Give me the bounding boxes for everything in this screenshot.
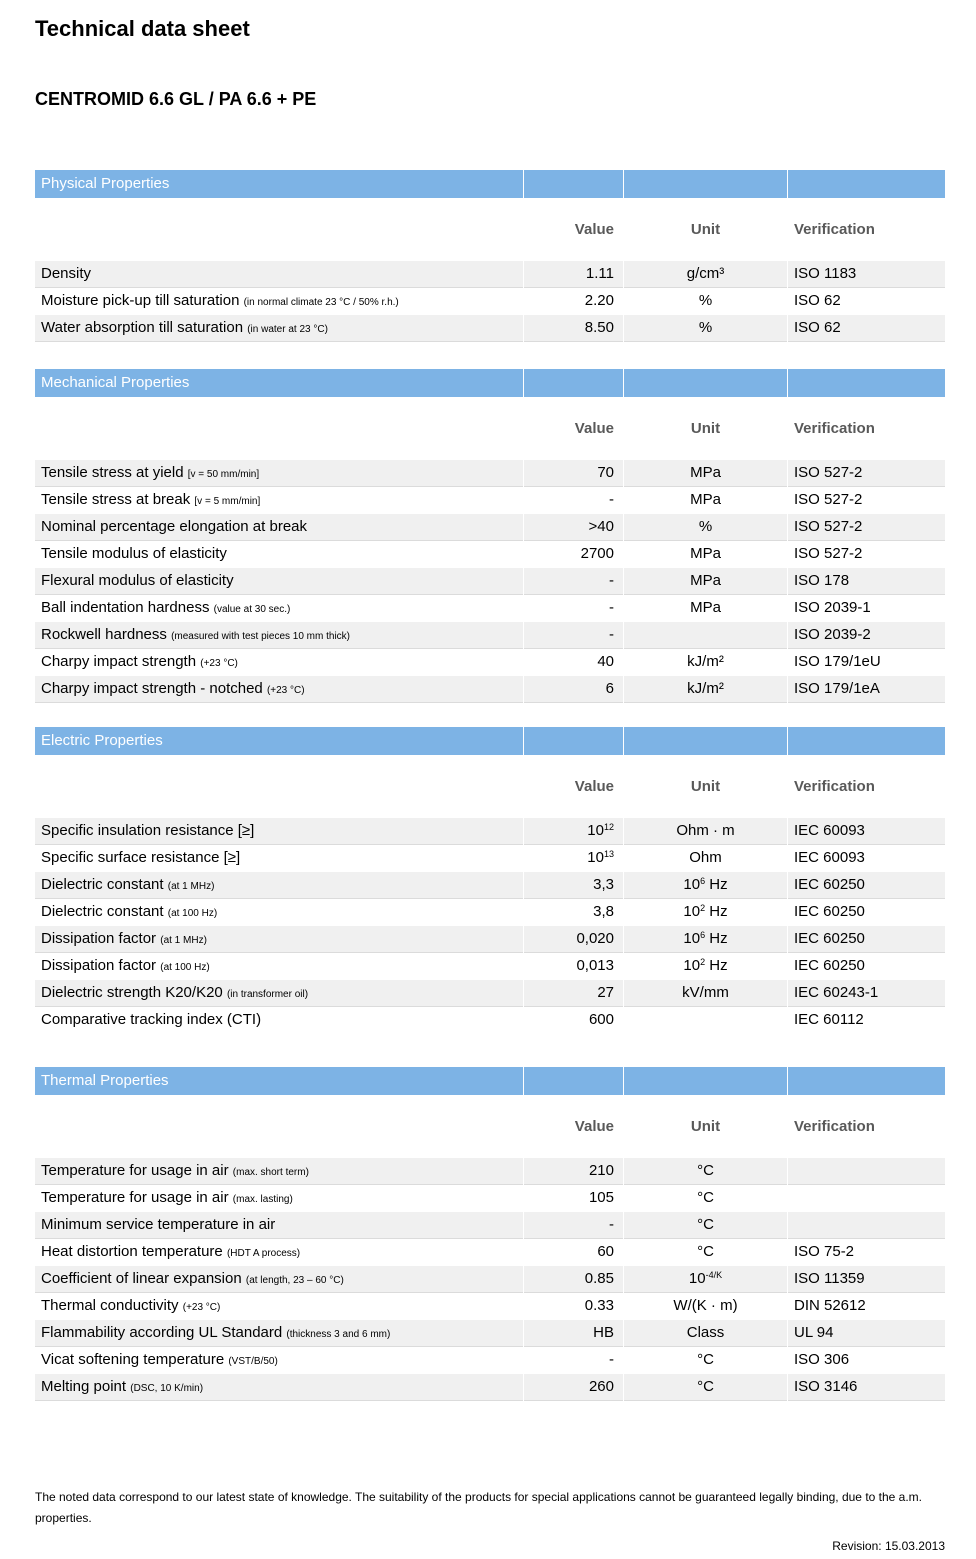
property-note: (+23 °C) [182, 1302, 221, 1313]
property-name: Dielectric constant [41, 876, 164, 893]
verification-cell: IEC 60112 [794, 1011, 864, 1028]
unit-cell: Ohm · m [624, 818, 787, 844]
column-header-verification: Verification [794, 221, 875, 238]
property-note: (at 1 MHz) [160, 935, 207, 946]
section-header-cell [624, 727, 787, 755]
verification-cell: ISO 527-2 [788, 460, 945, 486]
property-cell [35, 1266, 523, 1292]
revision-date: Revision: 15.03.2013 [832, 1539, 945, 1553]
unit-cell: MPa [690, 491, 721, 508]
value-cell: 0,020 [524, 926, 623, 952]
property-cell [35, 514, 523, 540]
table-row [35, 1007, 945, 1033]
property-name: Temperature for usage in air [41, 1189, 229, 1206]
value-cell: 0.33 [584, 1297, 614, 1314]
section-electric-properties [35, 727, 945, 1033]
property-note: [v = 5 mm/min] [194, 496, 261, 507]
unit-cell: °C [697, 1351, 714, 1368]
verification-cell: ISO 2039-1 [794, 599, 871, 616]
property-note: (max. lasting) [232, 1194, 293, 1205]
property-cell [35, 676, 523, 702]
property-cell [35, 649, 523, 675]
property-name: Coefficient of linear expansion [41, 1270, 242, 1287]
unit-cell [624, 622, 787, 648]
verification-cell: ISO 1183 [788, 261, 945, 287]
table-row [35, 1239, 945, 1265]
section-header-bar [35, 1067, 945, 1095]
property-note: (at 100 Hz) [167, 908, 218, 919]
property-name: Dielectric strength K20/K20 [41, 984, 223, 1001]
property-name: Charpy impact strength [41, 653, 197, 670]
property-cell [35, 1320, 523, 1346]
value-cell: 3,8 [593, 903, 614, 920]
value-cell: HB [524, 1320, 623, 1346]
verification-cell: ISO 527-2 [788, 514, 945, 540]
verification-cell: ISO 62 [788, 315, 945, 341]
table-rows [35, 818, 945, 1033]
section-header-cell [624, 170, 787, 198]
value-cell: $10^{13}$ [587, 849, 614, 866]
column-header-verification: Verification [794, 1118, 875, 1135]
verification-cell: ISO 527-2 [794, 491, 863, 508]
column-header-value: Value [574, 420, 614, 437]
unit-cell: W/(K · m) [673, 1297, 738, 1314]
column-header-row [35, 1116, 945, 1138]
value-cell: 60 [597, 1243, 614, 1260]
property-cell [35, 568, 523, 594]
property-cell [35, 818, 523, 844]
section-header-cell [524, 369, 623, 397]
section-title: Thermal Properties [35, 1067, 523, 1095]
verification-cell: ISO 62 [794, 292, 841, 309]
property-name: Tensile stress at break [41, 491, 191, 508]
value-cell: 1.11 [524, 261, 623, 287]
section-header-cell [524, 727, 623, 755]
property-name: Nominal percentage elongation at break [41, 518, 308, 535]
property-cell [35, 899, 523, 925]
unit-cell: °C [624, 1158, 787, 1184]
property-name: Ball indentation hardness [41, 599, 210, 616]
section-header-cell [624, 1067, 787, 1095]
property-cell [35, 953, 523, 979]
unit-cell: MPa [690, 545, 721, 562]
value-cell: >40 [524, 514, 623, 540]
column-header-value: Value [574, 1118, 614, 1135]
table-row [35, 818, 945, 844]
value-cell: - [524, 622, 623, 648]
column-header-unit: Unit [690, 1118, 721, 1135]
value-cell: 8.50 [524, 315, 623, 341]
property-name: Density [41, 265, 92, 282]
property-cell [35, 1007, 523, 1033]
value-cell: $10^{12}$ [524, 818, 623, 844]
verification-cell: DIN 52612 [794, 1297, 866, 1314]
value-cell: 210 [524, 1158, 623, 1184]
property-name: Moisture pick-up till saturation [41, 292, 240, 309]
property-name: Dissipation factor [41, 957, 157, 974]
table-row [35, 541, 945, 567]
value-cell: - [609, 491, 614, 508]
value-cell: 70 [524, 460, 623, 486]
column-header-verification: Verification [794, 778, 875, 795]
property-name: Thermal conductivity [41, 1297, 179, 1314]
section-header-cell [788, 369, 945, 397]
property-cell [35, 460, 523, 486]
section-header-cell [524, 170, 623, 198]
property-note: [v = 50 mm/min] [187, 469, 260, 480]
property-cell [35, 845, 523, 871]
property-note: (value at 30 sec.) [213, 604, 291, 615]
section-thermal-properties [35, 1067, 945, 1400]
verification-cell: ISO 2039-2 [788, 622, 945, 648]
value-cell: 27 [524, 980, 623, 1006]
property-name: Flammability according UL Standard [41, 1324, 283, 1341]
column-header-row [35, 776, 945, 798]
verification-cell: IEC 60250 [794, 957, 865, 974]
unit-cell: °C [624, 1212, 787, 1238]
property-cell [35, 980, 523, 1006]
verification-cell: IEC 60243-1 [788, 980, 945, 1006]
section-header-cell [788, 170, 945, 198]
page-title: Technical data sheet [35, 16, 250, 41]
value-cell: - [609, 1351, 614, 1368]
column-header-value: Value [574, 778, 614, 795]
unit-cell: $10^2$ Hz [683, 903, 728, 920]
value-cell: 0,013 [576, 957, 614, 974]
property-cell [35, 1212, 523, 1238]
unit-cell: % [624, 315, 787, 341]
table-row [35, 460, 945, 486]
verification-cell: ISO 179/1eA [788, 676, 945, 702]
property-note: (VST/B/50) [228, 1356, 278, 1367]
table-row [35, 261, 945, 287]
section-header-bar [35, 170, 945, 198]
verification-cell: ISO 306 [794, 1351, 850, 1368]
unit-cell: $10^6$ Hz [624, 872, 787, 898]
property-note: (in normal climate 23 °C / 50% r.h.) [243, 297, 399, 308]
section-title: Electric Properties [35, 727, 523, 755]
property-name: Rockwell hardness [41, 626, 167, 643]
unit-cell: Ohm [689, 849, 722, 866]
column-header-value: Value [574, 221, 614, 238]
property-cell [35, 1374, 523, 1400]
value-cell: 260 [524, 1374, 623, 1400]
value-cell: - [524, 1212, 623, 1238]
verification-cell: IEC 60093 [788, 818, 945, 844]
value-cell: - [524, 568, 623, 594]
property-cell [35, 622, 523, 648]
section-header-cell [624, 369, 787, 397]
table-row [35, 487, 945, 513]
property-cell [35, 1185, 523, 1211]
value-cell: 600 [588, 1011, 614, 1028]
unit-cell: $10^{-4/K}$ [624, 1266, 787, 1292]
column-header-spacer [35, 1116, 523, 1138]
property-name: Vicat softening temperature [41, 1351, 225, 1368]
table-rows [35, 261, 945, 341]
table-rows [35, 460, 945, 702]
table-row [35, 980, 945, 1006]
unit-cell: °C [697, 1243, 714, 1260]
property-cell [35, 872, 523, 898]
value-cell: 3,3 [524, 872, 623, 898]
column-header-spacer [35, 418, 523, 440]
product-name: CENTROMID 6.6 GL / PA 6.6 + PE [35, 89, 317, 109]
property-note: (at 1 MHz) [167, 881, 215, 892]
table-row [35, 622, 945, 648]
column-header-spacer [35, 219, 523, 241]
property-cell [35, 261, 523, 287]
verification-cell: ISO 178 [788, 568, 945, 594]
table-row [35, 595, 945, 621]
property-note: (at 100 Hz) [160, 962, 210, 973]
table-row [35, 1347, 945, 1373]
value-cell: 40 [597, 653, 614, 670]
table-row [35, 315, 945, 341]
property-note: (+23 °C) [200, 658, 238, 669]
property-note: (in water at 23 °C) [247, 324, 328, 335]
property-cell [35, 541, 523, 567]
unit-cell: % [624, 514, 787, 540]
property-name: Charpy impact strength - notched [41, 680, 263, 697]
verification-cell: IEC 60250 [788, 926, 945, 952]
table-row [35, 1212, 945, 1238]
property-name: Minimum service temperature in air [41, 1216, 276, 1233]
table-row [35, 926, 945, 952]
column-header-verification: Verification [794, 420, 875, 437]
verification-cell [788, 1158, 945, 1184]
property-cell [35, 487, 523, 513]
property-name: Dissipation factor [41, 930, 157, 947]
table-row [35, 872, 945, 898]
property-name: Comparative tracking index (CTI) [41, 1011, 262, 1028]
unit-cell: MPa [690, 599, 721, 616]
section-header-bar [35, 369, 945, 397]
unit-cell: % [698, 292, 713, 309]
unit-cell: kV/mm [624, 980, 787, 1006]
property-name: Temperature for usage in air [41, 1162, 229, 1179]
property-note: (HDT A process) [226, 1248, 301, 1259]
column-header-row [35, 219, 945, 241]
column-header-unit: Unit [690, 221, 721, 238]
table-row [35, 953, 945, 979]
property-name: Heat distortion temperature [41, 1243, 223, 1260]
table-row [35, 1185, 945, 1211]
property-note: (thickness 3 and 6 mm) [286, 1329, 391, 1340]
column-header-unit: Unit [690, 778, 721, 795]
section-title: Physical Properties [35, 170, 523, 198]
property-sections [35, 170, 945, 1400]
section-header-bar [35, 727, 945, 755]
section-physical-properties [35, 170, 945, 341]
table-row [35, 568, 945, 594]
value-cell: 2700 [580, 545, 614, 562]
property-name: Melting point [41, 1378, 127, 1395]
table-row [35, 899, 945, 925]
unit-cell: °C [624, 1374, 787, 1400]
unit-cell: °C [697, 1189, 714, 1206]
verification-cell: ISO 179/1eU [794, 653, 881, 670]
verification-cell: IEC 60250 [794, 903, 865, 920]
section-header-cell [788, 727, 945, 755]
verification-cell: IEC 60250 [788, 872, 945, 898]
property-note: (max. short term) [232, 1167, 309, 1178]
table-row [35, 514, 945, 540]
unit-cell [624, 1007, 787, 1033]
value-cell: 2.20 [584, 292, 614, 309]
verification-cell: ISO 527-2 [794, 545, 863, 562]
property-cell [35, 1347, 523, 1373]
verification-cell: ISO 11359 [788, 1266, 945, 1292]
unit-cell: Class [624, 1320, 787, 1346]
property-cell [35, 926, 523, 952]
property-name: Tensile modulus of elasticity [41, 545, 227, 562]
footer-note: The noted data correspond to our latest state of knowledge. The suitability of the products for special applications cannot be guaranteed legally binding, due to the a.m. properties. [35, 1490, 923, 1525]
property-cell [35, 315, 523, 341]
unit-cell: $10^6$ Hz [624, 926, 787, 952]
column-header-unit: Unit [690, 420, 721, 437]
verification-cell [788, 1185, 945, 1211]
table-row [35, 1293, 945, 1319]
column-header-row [35, 418, 945, 440]
property-name: Specific insulation resistance [≥] [41, 822, 255, 839]
table-row [35, 676, 945, 702]
section-mechanical-properties [35, 369, 945, 702]
table-row [35, 288, 945, 314]
property-note: (DSC, 10 K/min) [130, 1383, 204, 1394]
table-row [35, 1320, 945, 1346]
property-note: (+23 °C) [266, 685, 305, 696]
verification-cell: ISO 3146 [788, 1374, 945, 1400]
unit-cell: MPa [624, 460, 787, 486]
property-cell [35, 1293, 523, 1319]
property-name: Water absorption till saturation [41, 319, 244, 336]
section-header-cell [788, 1067, 945, 1095]
table-row [35, 649, 945, 675]
property-note: (at length, 23 – 60 °C) [245, 1275, 344, 1286]
property-cell [35, 1158, 523, 1184]
property-name: Flexural modulus of elasticity [41, 572, 234, 589]
column-header-spacer [35, 776, 523, 798]
property-cell [35, 1239, 523, 1265]
value-cell: 6 [524, 676, 623, 702]
value-cell: 105 [588, 1189, 614, 1206]
table-rows [35, 1158, 945, 1400]
property-note: (measured with test pieces 10 mm thick) [171, 631, 351, 642]
property-note: (in transformer oil) [226, 989, 309, 1000]
unit-cell: MPa [624, 568, 787, 594]
property-cell [35, 595, 523, 621]
verification-cell: UL 94 [788, 1320, 945, 1346]
property-name: Tensile stress at yield [41, 464, 184, 481]
section-header-cell [524, 1067, 623, 1095]
verification-cell: IEC 60093 [794, 849, 865, 866]
property-name: Dielectric constant [41, 903, 164, 920]
property-cell [35, 288, 523, 314]
value-cell: - [609, 599, 614, 616]
table-row [35, 1266, 945, 1292]
verification-cell: ISO 75-2 [794, 1243, 855, 1260]
verification-cell [788, 1212, 945, 1238]
unit-cell: kJ/m² [687, 653, 724, 670]
value-cell: 0.85 [524, 1266, 623, 1292]
table-row [35, 1158, 945, 1184]
table-row [35, 1374, 945, 1400]
unit-cell: $10^2$ Hz [683, 957, 728, 974]
property-name: Specific surface resistance [≥] [41, 849, 241, 866]
table-row [35, 845, 945, 871]
unit-cell: g/cm³ [624, 261, 787, 287]
section-title: Mechanical Properties [35, 369, 523, 397]
unit-cell: kJ/m² [624, 676, 787, 702]
